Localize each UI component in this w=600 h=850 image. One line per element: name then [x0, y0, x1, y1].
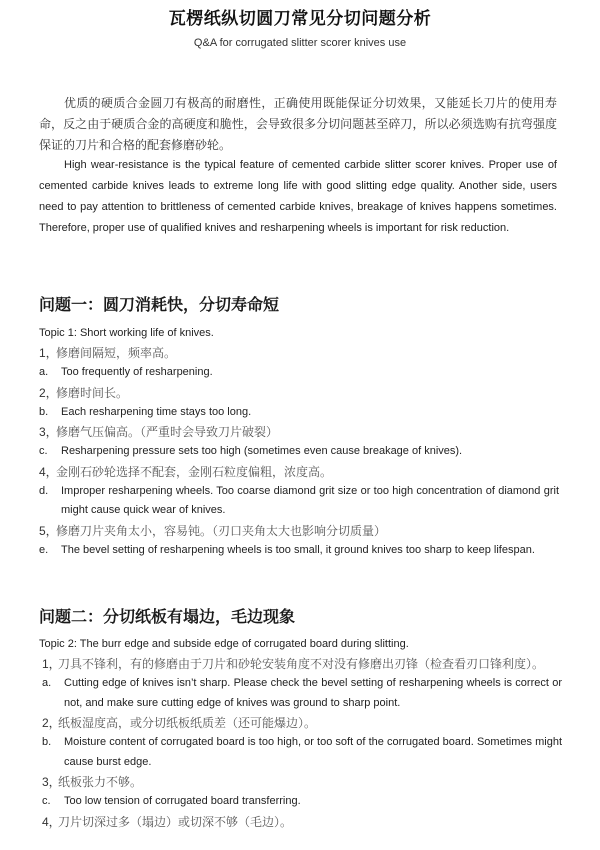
list-marker: 4， [39, 464, 58, 479]
list-item-text: 刀片切深过多（塌边）或切深不够（毛边）。 [58, 814, 293, 829]
list-item [39, 383, 559, 403]
list-marker: 5， [39, 523, 58, 538]
section-1-list [39, 343, 559, 560]
list-item-text: 修磨刀片夹角太小，容易钝。（刃口夹角太大也影响分切质量） [56, 523, 387, 538]
list-item-text: Each resharpening time stays too long. [61, 405, 252, 418]
list-item [39, 363, 559, 383]
list-item [42, 733, 562, 772]
list-marker: a. [39, 366, 49, 378]
list-item [42, 654, 562, 674]
list-item-text: Moisture content of corrugated board is too high, or too soft of the corrugated board. Sometimes might cause burst edge. [64, 736, 562, 768]
intro-paragraph-en: High wear-resistance is the typical feature of cemented carbide slitter scorer knives. Proper use of cemented carbide knives leads to extreme long life with good slitting edge quality. Another side, users need to pay attention to brittleness of cemented carbide knives, breakage of knives happens sometimes. Therefore, proper use of qualified knives and resharpening wheels is important for risk reduction. [39, 159, 557, 234]
list-item [42, 772, 562, 792]
list-item [42, 792, 562, 812]
list-marker: a. [42, 677, 52, 689]
list-item-text: Too frequently of resharpening. [61, 366, 213, 378]
list-item [39, 403, 559, 423]
list-marker: 4， [42, 814, 61, 829]
list-marker: 3， [39, 425, 58, 439]
list-item-text: 修磨间隔短，频率高。 [56, 346, 177, 360]
document-title: 瓦楞纸纵切圆刀常见分切问题分析 [168, 9, 432, 29]
list-item-text: Resharpening pressure sets too high (sometimes even cause breakage of knives). [61, 445, 463, 457]
list-item [39, 343, 559, 363]
section-1-heading: 问题一：圆刀消耗快，分切寿命短 [39, 295, 280, 314]
list-item [39, 442, 559, 462]
list-item-text: 修磨时间长。 [56, 385, 129, 400]
list-item [42, 713, 562, 733]
list-item [39, 541, 559, 561]
list-marker: 1， [39, 346, 58, 360]
list-item-text: The bevel setting of resharpening wheels is too small, it ground knives too sharp to keep lifespan. [61, 543, 535, 556]
list-item [39, 422, 559, 442]
section-2-topic: Topic 2: The burr edge and subside edge of corrugated board during slitting. [39, 638, 409, 650]
list-marker: 1， [42, 657, 61, 671]
list-item-text: Cutting edge of knives isn’t sharp. Please check the bevel setting of resharpening wheels is correct or not, and make sure cutting edge of knives was ground to sharp point. [64, 677, 562, 709]
list-item [42, 812, 562, 832]
list-marker: c. [39, 445, 48, 457]
list-item-text: Too low tension of corrugated board transferring. [64, 795, 301, 807]
section-2-heading: 问题二：分切纸板有塌边，毛边现象 [39, 607, 296, 626]
list-item-text: Improper resharpening wheels. Too coarse diamond grit size or too high concentration of diamond grit might cause quick wear of knives. [61, 484, 559, 516]
intro-paragraph-cn: 优质的硬质合金圆刀有极高的耐磨性，正确使用既能保证分切效果，又能延长刀片的使用寿命，反之由于硬质合金的高硬度和脆性，会导致很多分切问题甚至碎刀，所以必须选购有抗弯强度保证的刀片和合格的配套修磨砂轮。 [39, 96, 557, 152]
list-marker: e. [39, 543, 49, 556]
list-item-text: 刀具不锋利，有的修磨由于刀片和砂轮安装角度不对没有修磨出刃锋（检查看刃口锋利度）。 [58, 657, 545, 671]
section-2-list [42, 654, 562, 832]
list-marker: 2， [42, 716, 61, 730]
list-item [42, 674, 562, 713]
document-subtitle: Q&A for corrugated slitter scorer knives use [193, 37, 407, 49]
list-item-text: 修磨气压偏高。（严重时会导致刀片破裂） [56, 425, 279, 439]
list-item-text: 纸板张力不够。 [58, 775, 143, 789]
list-item [39, 521, 559, 541]
list-marker: b. [39, 405, 49, 418]
list-marker: 3， [42, 775, 61, 789]
list-item [39, 462, 559, 482]
list-marker: d. [39, 484, 49, 497]
section-1-topic: Topic 1: Short working life of knives. [39, 327, 214, 339]
list-marker: c. [42, 795, 51, 807]
list-item-text: 纸板湿度高，或分切纸板纸质差（还可能爆边）。 [58, 716, 317, 730]
list-marker: 2， [39, 385, 58, 400]
list-item-text: 金刚石砂轮选择不配套，金刚石粒度偏粗，浓度高。 [56, 464, 333, 479]
list-item [39, 482, 559, 521]
list-marker: b. [42, 736, 52, 748]
